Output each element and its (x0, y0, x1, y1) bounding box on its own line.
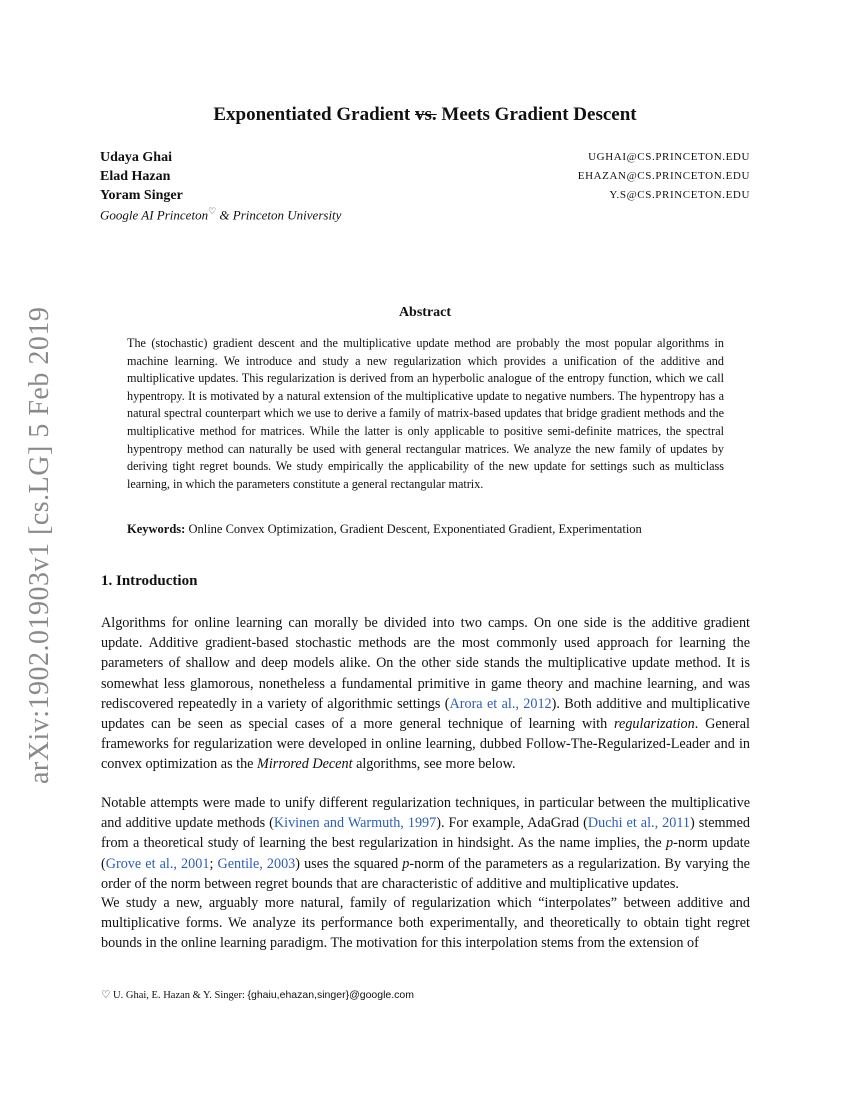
citation-link[interactable]: Arora et al., 2012 (449, 695, 552, 712)
heart-footnote-icon: ♡ (101, 990, 111, 1001)
intro-paragraph-2 (101, 793, 750, 894)
footnote-emails: {ghaiu,ehazan,singer}@google.com (247, 989, 415, 1001)
text-run: Notable attempts were made to unify different regularization techniques, in particular between the multiplicative and additive update methods ( (101, 795, 750, 832)
author-email: Y.S@CS.PRINCETON.EDU (609, 189, 750, 201)
author-row (100, 188, 750, 206)
author-row (100, 169, 750, 187)
paper-title (0, 104, 850, 126)
emphasis-text: Mirrored Decent (257, 756, 353, 773)
section-heading-introduction: 1. Introduction (101, 573, 198, 589)
text-run: ). For example, AdaGrad ( (436, 815, 588, 832)
author-footnote (101, 989, 414, 1001)
author-name: Udaya Ghai (100, 150, 172, 165)
text-run: ) stemmed from a theoretical study of learning the best regularization in hindsight. As the name implies, the (101, 815, 750, 852)
author-row (100, 150, 750, 168)
text-run: Algorithms for online learning can morally be divided into two camps. On one side is the additive gradient update. Additive gradient-based stochastic methods are the most commonly used approach for learning the parameters of shallow and deep models alike. On the other side stands the multiplicative update method. It is somewhat less glamorous, nonetheless a fundamental primitive in game theory and machine learning, and was rediscovered repeatedly in a variety of algorithmic settings ( (101, 615, 750, 712)
text-run: ) uses the squared (295, 855, 403, 872)
intro-paragraph-1 (101, 613, 750, 775)
author-email: UGHAI@CS.PRINCETON.EDU (588, 151, 750, 163)
math-variable: p (402, 855, 410, 872)
affiliation-part-2: & Princeton University (216, 207, 342, 223)
title-part-1: Exponentiated Gradient (213, 104, 415, 125)
citation-link[interactable]: Kivinen and Warmuth, 1997 (273, 815, 437, 832)
title-struck-word: vs. (415, 104, 437, 125)
author-name: Elad Hazan (100, 169, 171, 184)
keywords-label: Keywords: (127, 522, 186, 536)
heart-symbol-icon: ♡ (208, 206, 217, 216)
citation-link[interactable]: Gentile, 2003 (217, 855, 296, 872)
text-run: ; (209, 855, 218, 872)
text-run: -norm update ( (101, 835, 750, 872)
abstract-text: The (stochastic) gradient descent and the multiplicative update method are probably the most popular algorithms in machine learning. We introduce and study a new regularization which provides a unification of the additive and multiplicative updates. This regularization is derived from an hyperbolic analogue of the entropy function, which we call hypentropy. It is motivated by a natural extension of the multiplicative update to negative numbers. The hypentropy has a natural spectral counterpart which we use to derive a family of matrix-based updates that bridge gradient methods and the multiplicative method for matrices. While the latter is only applicable to positive semi-definite matrices, the spectral hypentropy method can naturally be used with general rectangular matrices. We analyze the new family of updates by deriving tight regret bounds. We study empirically the applicability of the new update for settings such as multiclass learning, in which the parameters constitute a general rectangular matrix. (127, 336, 724, 491)
affiliation-part-1: Google AI Princeton (100, 207, 209, 223)
keywords-text: Online Convex Optimization, Gradient Descent, Exponentiated Gradient, Experimentation (185, 522, 642, 536)
keywords-line (127, 522, 727, 537)
author-affiliation (100, 206, 341, 223)
intro-paragraph-3: We study a new, arguably more natural, family of regularization which “interpolates” between additive and multiplicative forms. We analyze its performance both experimentally, and theoretically to obtain tight regret bounds in the online learning paradigm. The motivation for this interpolation stems from the extension of (101, 895, 750, 952)
footnote-names: U. Ghai, E. Hazan & Y. Singer: (110, 990, 248, 1001)
emphasis-text: regularization (614, 716, 695, 733)
text-run: algorithms, see more below. (352, 756, 516, 773)
abstract-heading: Abstract (398, 305, 452, 320)
author-email: EHAZAN@CS.PRINCETON.EDU (577, 170, 750, 182)
citation-link[interactable]: Grove et al., 2001 (105, 855, 210, 872)
text-run: . General frameworks for regularization were developed in online learning, dubbed Follow-The-Regularized-Leader and in convex optimization as the (101, 716, 750, 773)
author-name: Yoram Singer (100, 188, 183, 203)
citation-link[interactable]: Duchi et al., 2011 (587, 815, 691, 832)
text-run: -norm of the parameters as a regularization. By varying the order of the norm between regret bounds that are characteristic of additive and multiplicative updates. (101, 855, 750, 892)
math-variable: p (666, 835, 674, 852)
title-part-2: Meets Gradient Descent (436, 104, 637, 125)
arxiv-identifier-stamp: arXiv:1902.01903v1 [cs.LG] 5 Feb 2019 (24, 306, 55, 784)
text-run: ). Both additive and multiplicative updates can be seen as special cases of a more general technique of learning with (101, 695, 750, 733)
